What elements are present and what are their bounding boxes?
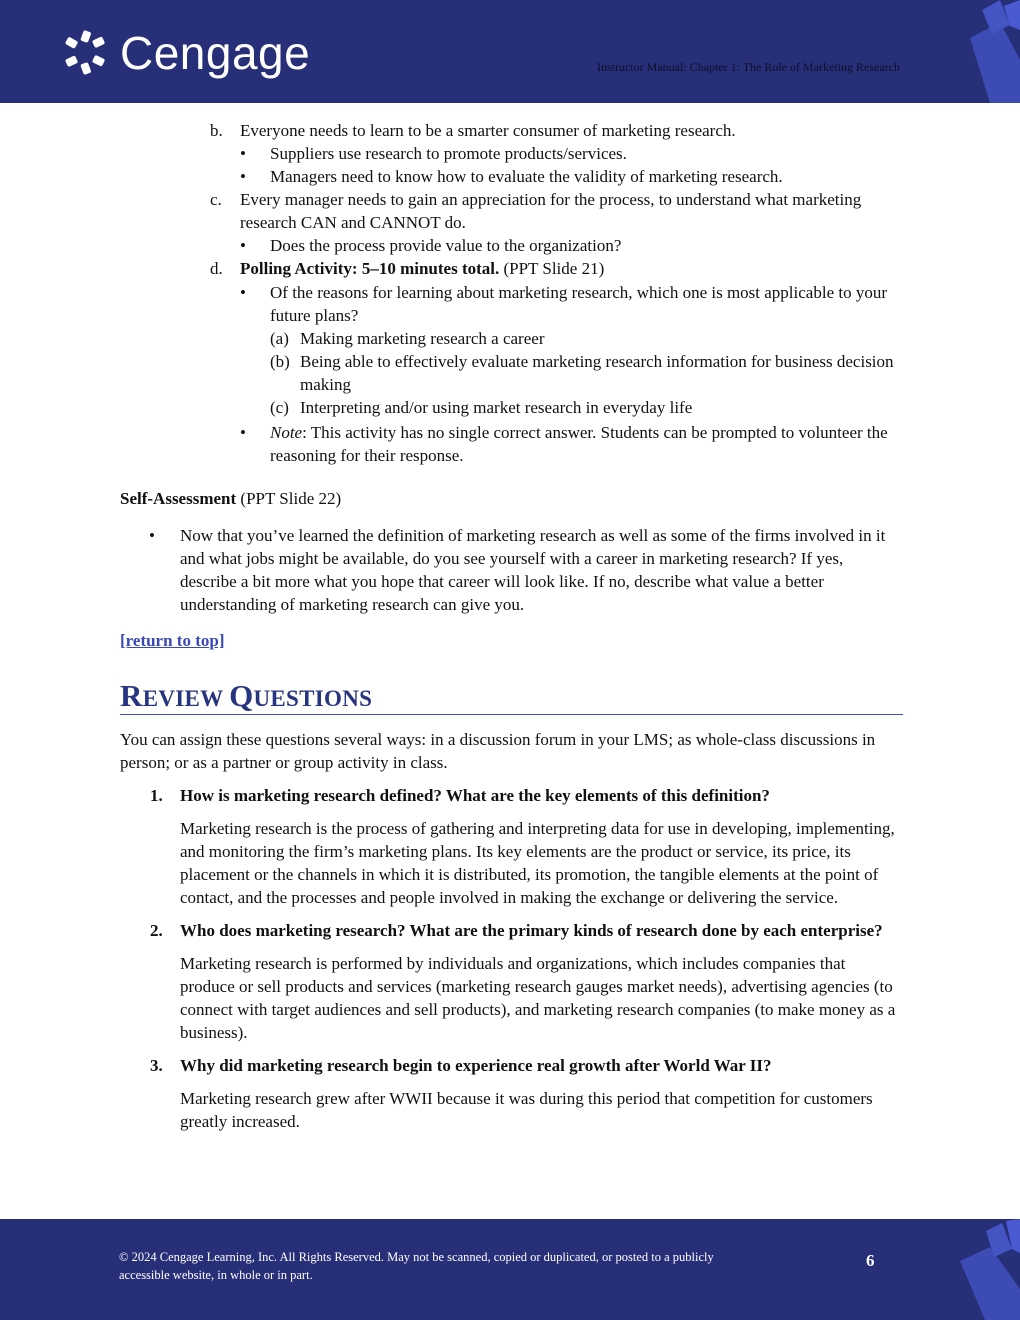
review-intro: You can assign these questions several ways: in a discussion forum in your LMS; as whole-class discussions in person; or as a partner or group activity in class. [120,730,876,772]
bullet-text: Of the reasons for learning about marketing research, which one is most applicable to your future plans? [270,283,887,325]
self-assessment-heading [120,487,903,510]
item-letter: d. [210,259,223,278]
corner-decoration-icon [960,0,1020,103]
question-text: Who does marketing research? What are the primary kinds of research done by each enterprise? [180,921,883,940]
option-text: Interpreting and/or using market research in everyday life [300,398,693,417]
review-question [120,1054,903,1133]
question-number: 2. [150,921,163,940]
question-text: How is marketing research defined? What are the key elements of this definition? [180,786,770,805]
bullet-icon: • [149,526,155,545]
answer-text: Marketing research is the process of gathering and interpreting data for use in developing, implementing, and monitoring the firm’s marketing plans. Its key elements are the product or service, its price, its placement or the channels in which it is distributed, its promotion, the tangible elements at the point of contact, and the processes and people involved in making the exchange or delivering the service. [180,819,895,907]
bullet-item [120,234,903,257]
item-text: Everyone needs to learn to be a smarter consumer of marketing research. [240,121,736,140]
review-question [120,919,903,1044]
page-number: 6 [866,1251,875,1270]
bullet-icon: • [240,283,246,302]
bullet-item [120,421,903,467]
cengage-logo [62,28,310,78]
note-label: Note [270,423,303,442]
bullet-text: Suppliers use research to promote products/services. [270,144,627,163]
self-assessment-label: Self-Assessment [120,489,237,508]
outline-item-d [120,257,903,280]
option-mark: (b) [270,352,290,371]
header-title: Instructor Manual: Chapter 1: The Role of Marketing Research [596,60,900,74]
bullet-icon: • [240,423,246,442]
answer-text: Marketing research is performed by individuals and organizations, which includes companies that produce or sell products and services (marketing research gauges market needs), advertising agencies (to connect with target audiences and sell products), and marketing research companies (to make money as a business). [180,954,896,1042]
option-item [120,350,903,396]
slide-ref: (PPT Slide 21) [499,259,605,278]
option-item [120,396,903,419]
question-number: 3. [150,1056,163,1075]
page-footer [0,1219,1020,1320]
document-body [120,119,903,1133]
bullet-icon: • [240,167,246,186]
bullet-icon: • [240,236,246,255]
bullet-icon: • [240,144,246,163]
copyright-notice: © 2024 Cengage Learning, Inc. All Rights Reserved. May not be scanned, copied or duplicated, or posted to a publicly accessible website, in whole or in part. [119,1250,714,1282]
self-assessment-bullet [120,524,903,616]
item-text: Every manager needs to gain an appreciation for the process, to understand what marketing research CAN and CANNOT do. [240,190,862,232]
review-question [120,784,903,909]
option-text: Being able to effectively evaluate marketing research information for business decision making [300,352,894,394]
bullet-text: Does the process provide value to the organization? [270,236,622,255]
bullet-text: Managers need to know how to evaluate the validity of marketing research. [270,167,783,186]
title-cap: Q [229,678,254,713]
bullet-item [120,165,903,188]
option-mark: (a) [270,329,289,348]
question-number: 1. [150,786,163,805]
option-item [120,327,903,350]
answer-text: Marketing research grew after WWII because it was during this period that competition for customers greatly increased. [180,1089,873,1131]
option-mark: (c) [270,398,289,417]
section-title-review-questions [120,678,903,715]
outline-item-b [120,119,903,142]
title-rest: UESTIONS [253,686,373,711]
logo-wordmark: Cengage [120,27,311,79]
page-header [0,0,1020,103]
outline-item-c [120,188,903,234]
slide-ref: (PPT Slide 22) [236,489,342,508]
item-letter: c. [210,190,222,209]
return-to-top-link[interactable]: [return to top] [120,631,225,650]
corner-decoration-icon [960,1219,1020,1320]
bullet-text: Now that you’ve learned the definition of marketing research as well as some of the firms involved in it and what jobs might be available, do you see yourself with a career in marketing research? If yes, describe a bit more what you hope that career will look like. If no, describe what value a better understanding of marketing research can give you. [180,526,886,614]
question-text: Why did marketing research begin to experience real growth after World War II? [180,1056,772,1075]
cengage-logo-icon [62,29,110,77]
title-rest: EVIEW [142,686,230,711]
option-text: Making marketing research a career [300,329,545,348]
polling-activity-label: Polling Activity: 5–10 minutes total. [240,259,500,278]
bullet-item [120,142,903,165]
item-letter: b. [210,121,223,140]
note-text: : This activity has no single correct answer. Students can be prompted to volunteer the reasoning for their response. [270,423,888,465]
title-cap: R [120,678,143,713]
bullet-item [120,281,903,327]
